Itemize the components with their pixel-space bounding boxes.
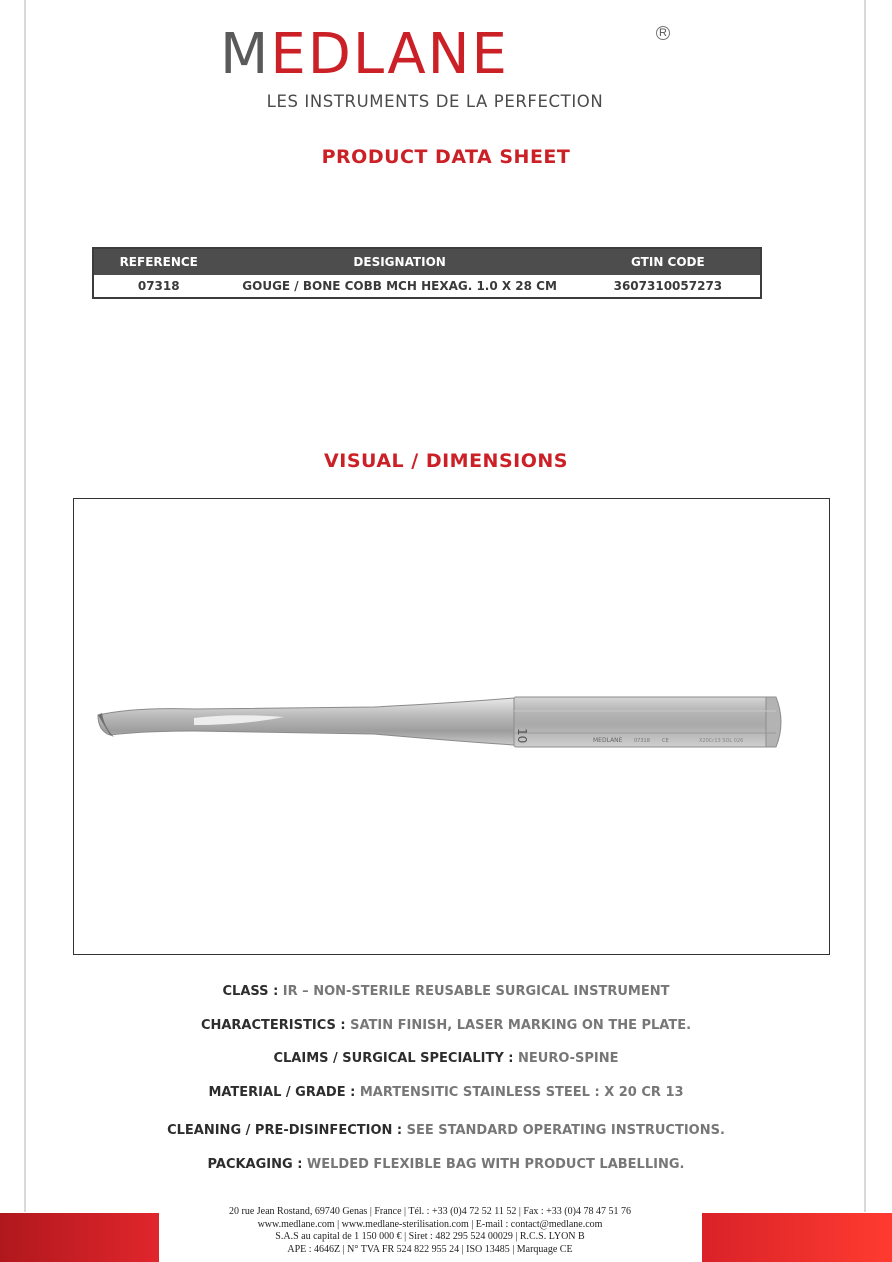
engraving-size: 10 (515, 728, 529, 744)
spec-value: SATIN FINISH, LASER MARKING ON THE PLATE. (345, 1018, 692, 1033)
engraving-ce: CE (662, 738, 669, 744)
spec-material (0, 1085, 892, 1100)
spec-value: NEURO-SPINE (513, 1051, 619, 1066)
spec-key: MATERIAL / GRADE : (208, 1085, 356, 1100)
engraving-brand: MEDLANE (593, 737, 623, 744)
spec-value: MARTENSITIC STAINLESS STEEL : X 20 CR 13 (355, 1085, 684, 1100)
product-sheet-title: PRODUCT DATA SHEET (321, 146, 571, 168)
spec-claims (0, 1051, 892, 1066)
reference-table (92, 247, 762, 299)
cell-designation: GOUGE / BONE COBB MCH HEXAG. 1.0 X 28 CM (242, 279, 557, 293)
cell-gtin: 3607310057273 (613, 279, 723, 293)
spec-key: CLASS : (222, 984, 279, 999)
spec-value: IR – NON-STERILE REUSABLE SURGICAL INSTRUMENT (278, 984, 670, 999)
footer-red-bar-right (702, 1213, 892, 1262)
footer-red-bar-left (0, 1213, 159, 1262)
logo-letter-m: M (220, 22, 271, 87)
engraving-steel: X20Cr13 SOL 026 (699, 738, 744, 744)
spec-value: WELDED FLEXIBLE BAG WITH PRODUCT LABELLING. (302, 1157, 685, 1172)
spec-key: PACKAGING : (207, 1157, 303, 1172)
spec-key: CHARACTERISTICS : (200, 1018, 346, 1033)
company-footer (170, 1206, 690, 1256)
engraving-ref: 07318 (634, 738, 650, 744)
spec-key: CLAIMS / SURGICAL SPECIALITY : (273, 1051, 514, 1066)
header-reference: REFERENCE (93, 248, 223, 275)
footer-certification: APE : 4646Z | N° TVA FR 524 822 955 24 | ISO 13485 | Marquage CE (287, 1243, 573, 1255)
registered-mark-icon: R (656, 26, 670, 40)
handle-end (766, 697, 781, 747)
spec-class (0, 984, 892, 999)
table-header-row (93, 248, 761, 275)
header-designation: DESIGNATION (223, 248, 575, 275)
visual-frame (73, 498, 830, 955)
logo-tagline: LES INSTRUMENTS DE LA PERFECTION (266, 92, 604, 111)
spec-cleaning (0, 1123, 892, 1138)
table-row (93, 275, 761, 298)
cell-reference: 07318 (137, 279, 180, 293)
logo-wordmark (220, 22, 660, 88)
spec-value: SEE STANDARD OPERATING INSTRUCTIONS. (402, 1123, 725, 1138)
footer-legal: S.A.S au capital de 1 150 000 € | Siret : 482 295 524 00029 | R.C.S. LYON B (275, 1231, 585, 1242)
visual-dimensions-title: VISUAL / DIMENSIONS (324, 450, 568, 472)
logo-letters-rest: EDLANE (270, 22, 509, 87)
medlane-logo (220, 22, 680, 118)
spec-packaging (0, 1157, 892, 1172)
header-gtin: GTIN CODE (576, 248, 761, 275)
footer-address: 20 rue Jean Rostand, 69740 Genas | France | Tél. : +33 (0)4 72 52 11 52 | Fax : +33 (0)4 78 47 51 76 (229, 1206, 631, 1217)
gouge-blade (98, 698, 514, 745)
spec-key: CLEANING / PRE-DISINFECTION : (167, 1123, 403, 1138)
instrument-illustration (74, 499, 829, 954)
spec-characteristics (0, 1018, 892, 1033)
footer-web: www.medlane.com | www.medlane-sterilisation.com | E-mail : contact@medlane.com (257, 1218, 603, 1230)
